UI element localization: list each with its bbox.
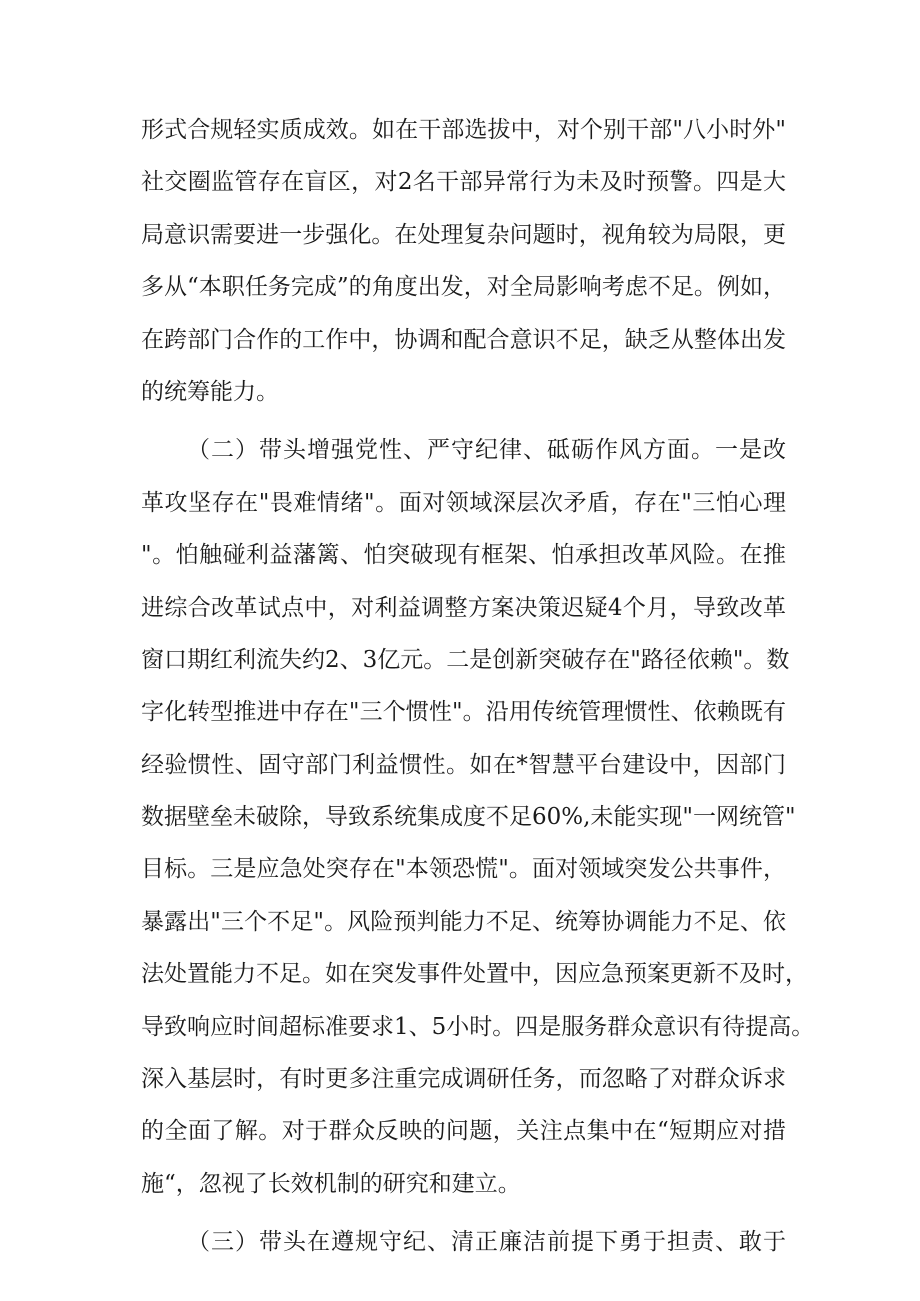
text-line: 革攻坚存在"畏难情绪"。面对领域深层次矛盾，存在"三怕心理 bbox=[141, 489, 786, 516]
text-line: 暴露出"三个不足"。风险预判能力不足、统筹协调能力不足、依 bbox=[141, 908, 786, 935]
text-line: 目标。三是应急处突存在"本领恐慌"。面对领域突发公共事件， bbox=[141, 856, 786, 883]
text-line: （二）带头增强党性、严守纪律、砥砺作风方面。一是改 bbox=[187, 437, 786, 464]
text-line: 社交圈监管存在盲区，对2名干部异常行为未及时预警。四是大 bbox=[141, 169, 786, 196]
text-line: 的全面了解。对于群众反映的问题，关注点集中在“短期应对措 bbox=[141, 1118, 786, 1145]
text-line: 深入基层时，有时更多注重完成调研任务，而忽略了对群众诉求 bbox=[141, 1066, 786, 1093]
text-line: "。怕触碰利益藩篱、怕突破现有框架、怕承担改革风险。在推 bbox=[141, 542, 786, 569]
paragraph-2 bbox=[141, 424, 815, 1210]
text-line: 窗口期红利流失约2、3亿元。二是创新突破存在"路径依赖"。数 bbox=[141, 646, 790, 673]
text-line: 法处置能力不足。如在突发事件处置中，因应急预案更新不及时， bbox=[141, 961, 808, 988]
text-line: （三）带头在遵规守纪、清正廉洁前提下勇于担责、敢于 bbox=[187, 1229, 786, 1256]
text-line: 在跨部门合作的工作中，协调和配合意识不足，缺乏从整体出发 bbox=[141, 326, 786, 353]
paragraph-1 bbox=[141, 104, 786, 418]
text-line: 导致响应时间超标准要求1、5小时。四是服务群众意识有待提高。 bbox=[141, 1013, 815, 1040]
document-body bbox=[141, 104, 815, 1269]
text-line: 数据壁垒未破除，导致系统集成度不足60%,未能实现"一网统管" bbox=[141, 804, 796, 831]
text-line: 经验惯性、固守部门利益惯性。如在*智慧平台建设中，因部门 bbox=[141, 751, 786, 778]
text-line: 多从“本职任务完成”的角度出发，对全局影响考虑不足。例如， bbox=[141, 274, 786, 301]
text-line: 的统筹能力。 bbox=[141, 378, 279, 405]
paragraph-3 bbox=[141, 1216, 786, 1268]
text-line: 局意识需要进一步强化。在处理复杂问题时，视角较为局限，更 bbox=[141, 221, 786, 248]
text-line: 字化转型推进中存在"三个惯性"。沿用传统管理惯性、依赖既有 bbox=[141, 699, 786, 726]
text-line: 施“，忽视了长效机制的研究和建立。 bbox=[141, 1170, 521, 1197]
text-line: 进综合改革试点中，对利益调整方案决策迟疑4个月，导致改革 bbox=[141, 594, 786, 621]
text-line: 形式合规轻实质成效。如在干部选拔中，对个别干部"八小时外" bbox=[141, 117, 786, 143]
